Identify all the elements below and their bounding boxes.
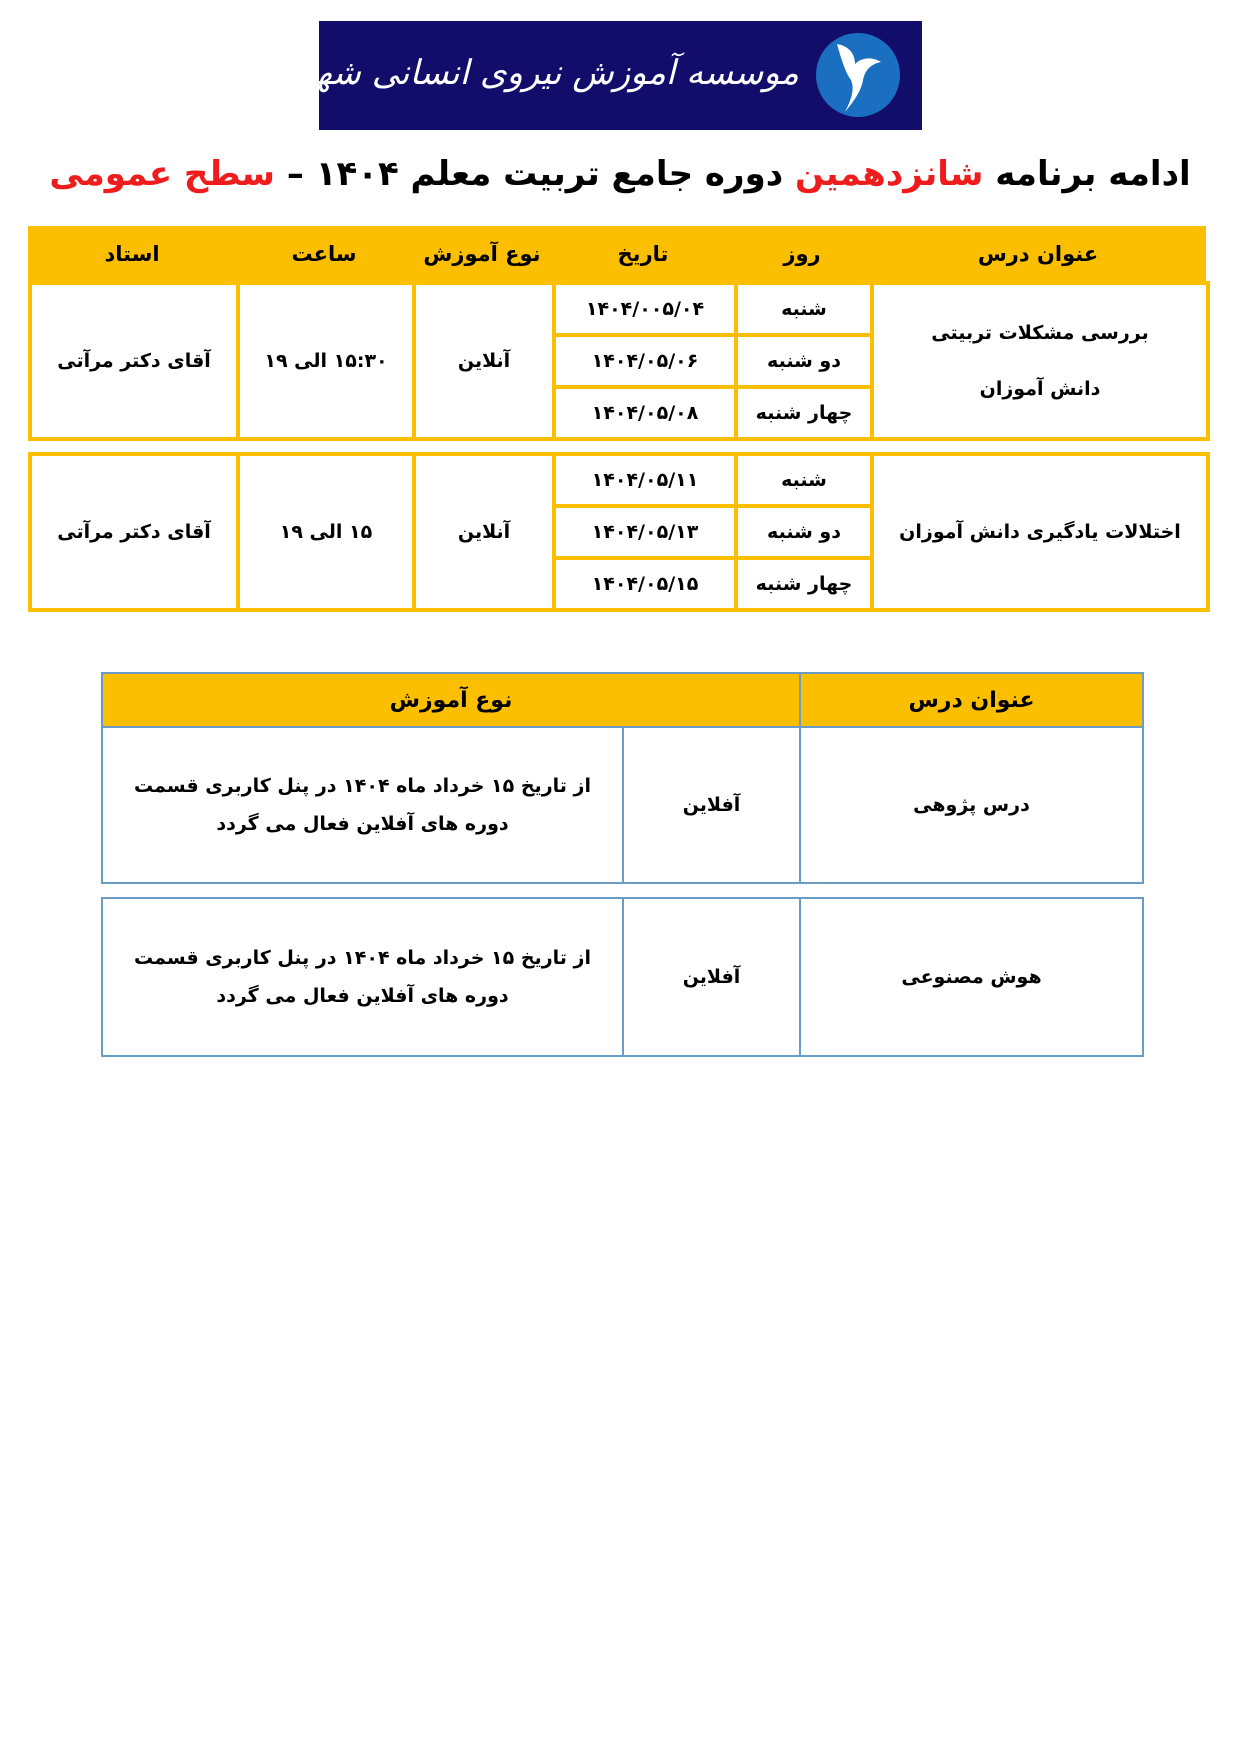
column-header-time: ساعت (291, 242, 357, 266)
session-date: ۱۴۰۴/۰۵/۰۶ (554, 335, 736, 387)
institute-banner (183, 21, 922, 130)
session-day: چهار شنبه (736, 558, 872, 610)
course-title-cell (872, 454, 1208, 610)
session-day: شنبه (736, 283, 872, 335)
note-line-2: دوره های آفلاین فعال می گردد (216, 813, 509, 835)
instructor-cell: آقای دکتر مرآتی (30, 283, 238, 439)
title-highlight-sixteenth: شانزدهمین (795, 154, 984, 194)
time-cell: ۱۵:۳۰ الی ۱۹ (238, 283, 414, 439)
column-header-instructor: استاد (104, 242, 160, 266)
offline-course-note (102, 898, 623, 1056)
note-line-1: از تاریخ ۱۵ خرداد ماه ۱۴۰۴ در پنل کاربری قسمت (134, 947, 591, 969)
session-day: چهار شنبه (736, 387, 872, 439)
course-title-line-2: دانش آموزان (979, 378, 1101, 400)
title-highlight-level: سطح عمومی (49, 154, 275, 194)
table-row (102, 898, 1143, 1056)
session-day: دو شنبه (736, 335, 872, 387)
offline-courses-table-continued (101, 897, 1144, 1057)
schedule-table-header (28, 226, 1206, 283)
session-date: ۱۴۰۴/۰۵/۱۵ (554, 558, 736, 610)
instructor-cell: آقای دکتر مرآتی (30, 454, 238, 610)
column-header-course-title: عنوان درس (977, 242, 1099, 266)
offline-table-header (102, 673, 1143, 727)
course-block (28, 281, 1210, 441)
title-part-1: ادامه برنامه (995, 154, 1191, 194)
title-part-2: دوره جامع تربیت معلم ۱۴۰۴ – (286, 154, 784, 194)
course-block (28, 452, 1210, 612)
column-header-training-type: نوع آموزش (102, 673, 800, 727)
institute-name-logo-text: موسسه آموزش نیروی انسانی شهید مهدوی (183, 53, 799, 93)
offline-course-note (102, 727, 623, 883)
column-header-course-title: عنوان درس (800, 673, 1143, 727)
offline-course-type: آفلاین (623, 727, 800, 883)
offline-course-title: درس پژوهی (800, 727, 1143, 883)
column-header-date: تاریخ (617, 242, 669, 266)
time-cell: ۱۵ الی ۱۹ (238, 454, 414, 610)
course-title-cell (872, 283, 1208, 439)
column-header-training-type: نوع آموزش (423, 242, 541, 266)
course-title-line-1: اختلالات یادگیری دانش آموزان (899, 521, 1181, 543)
offline-course-title: هوش مصنوعی (800, 898, 1143, 1056)
note-line-2: دوره های آفلاین فعال می گردد (216, 985, 509, 1007)
session-date: ۱۴۰۴/۰۵/۱۱ (554, 454, 736, 506)
course-title-line-1: بررسی مشکلات تربیتی (931, 322, 1149, 344)
session-date: ۱۴۰۴/۰۰۵/۰۴ (554, 283, 736, 335)
note-line-1: از تاریخ ۱۵ خرداد ماه ۱۴۰۴ در پنل کاربری قسمت (134, 775, 591, 797)
session-day: شنبه (736, 454, 872, 506)
offline-course-type: آفلاین (623, 898, 800, 1056)
training-type-cell: آنلاین (414, 283, 554, 439)
column-header-day: روز (783, 242, 821, 266)
session-date: ۱۴۰۴/۰۵/۰۸ (554, 387, 736, 439)
session-date: ۱۴۰۴/۰۵/۱۳ (554, 506, 736, 558)
session-day: دو شنبه (736, 506, 872, 558)
training-type-cell: آنلاین (414, 454, 554, 610)
offline-courses-table (101, 672, 1144, 884)
bird-emblem-icon (815, 32, 901, 118)
table-row (102, 727, 1143, 883)
page-title (40, 146, 1200, 202)
